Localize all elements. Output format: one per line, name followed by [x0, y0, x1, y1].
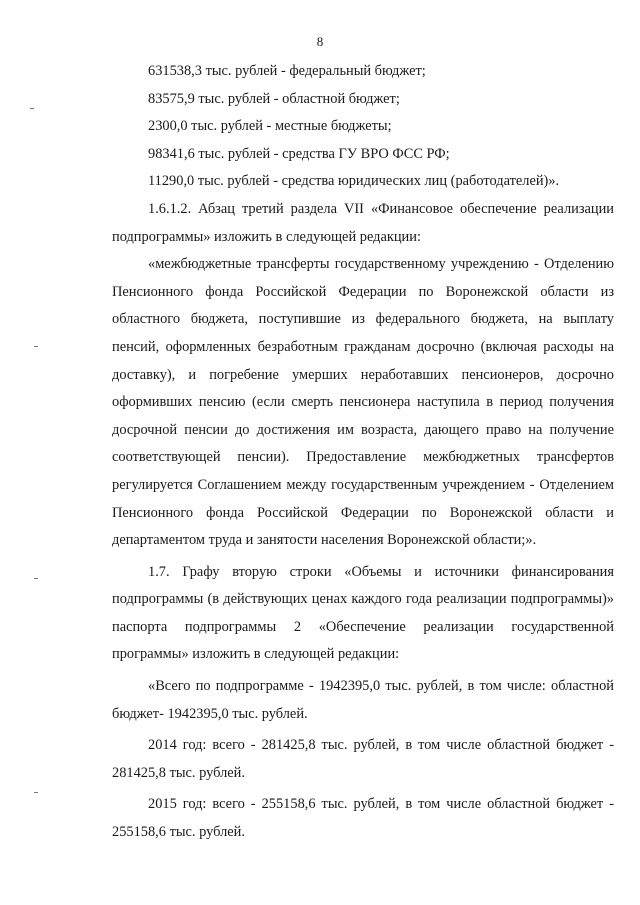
budget-line-regional: 83575,9 тыс. рублей - областной бюджет;	[148, 90, 400, 107]
section-1-7: 1.7. Графу вторую строки «Объемы и источники финансирования подпрограммы (в действующих ценах каждого года реализации подпрограммы)» паспорта подпрограммы 2 «Обеспечение реализации государственной программы» изложить в следующей редакции:	[112, 563, 614, 663]
total-financing: «Всего по подпрограмме - 1942395,0 тыс. рублей, в том числе: областной бюджет- 1942395,0 тыс. рублей.	[112, 678, 614, 722]
budget-line-federal: 631538,3 тыс. рублей - федеральный бюджет;	[148, 63, 426, 79]
margin-mark	[34, 346, 38, 347]
budget-line-employers: 11290,0 тыс. рублей - средства юридических лиц (работодателей)».	[148, 173, 560, 190]
margin-mark	[30, 108, 34, 109]
margin-mark	[34, 792, 38, 793]
year-2014-financing: 2014 год: всего - 281425,8 тыс. рублей, в том числе областной бюджет - 281425,8 тыс. рублей.	[112, 737, 614, 781]
margin-mark	[34, 578, 38, 579]
page-number: 8	[316, 34, 324, 49]
document-body	[112, 58, 614, 847]
year-2015-financing: 2015 год: всего - 255158,6 тыс. рублей, в том числе областной бюджет - 255158,6 тыс. рублей.	[112, 796, 614, 841]
quote-interbudget-transfers: «межбюджетные трансферты государственному учреждению - Отделению Пенсионного фонда Российской Федерации по Воронежской области из областного бюджета, поступившие из федерального бюджета, на выплату пенсий, оформленных безработным гражданам досрочно (включая расходы на доставку), и погребение умерших неработавших пенсионеров, досрочно оформивших пенсию (если смерть пенсионера наступила в период получения досрочной пенсии до достижения им возраста, дающего право на получение соответствующей пенсии). Предоставление межбюджетных трансфертов регулируется Соглашением между государственным учреждением - Отделением Пенсионного фонда Российской Федерации по Воронежской области и департаментом труда и занятости населения Воронежской области;».	[112, 256, 614, 549]
budget-line-local: 2300,0 тыс. рублей - местные бюджеты;	[148, 118, 392, 135]
budget-line-fss: 98341,6 тыс. рублей - средства ГУ ВРО ФСС РФ;	[148, 145, 450, 162]
section-1-6-1-2: 1.6.1.2. Абзац третий раздела VII «Финансовое обеспечение реализации подпрограммы» изложить в следующей редакции:	[112, 200, 614, 245]
